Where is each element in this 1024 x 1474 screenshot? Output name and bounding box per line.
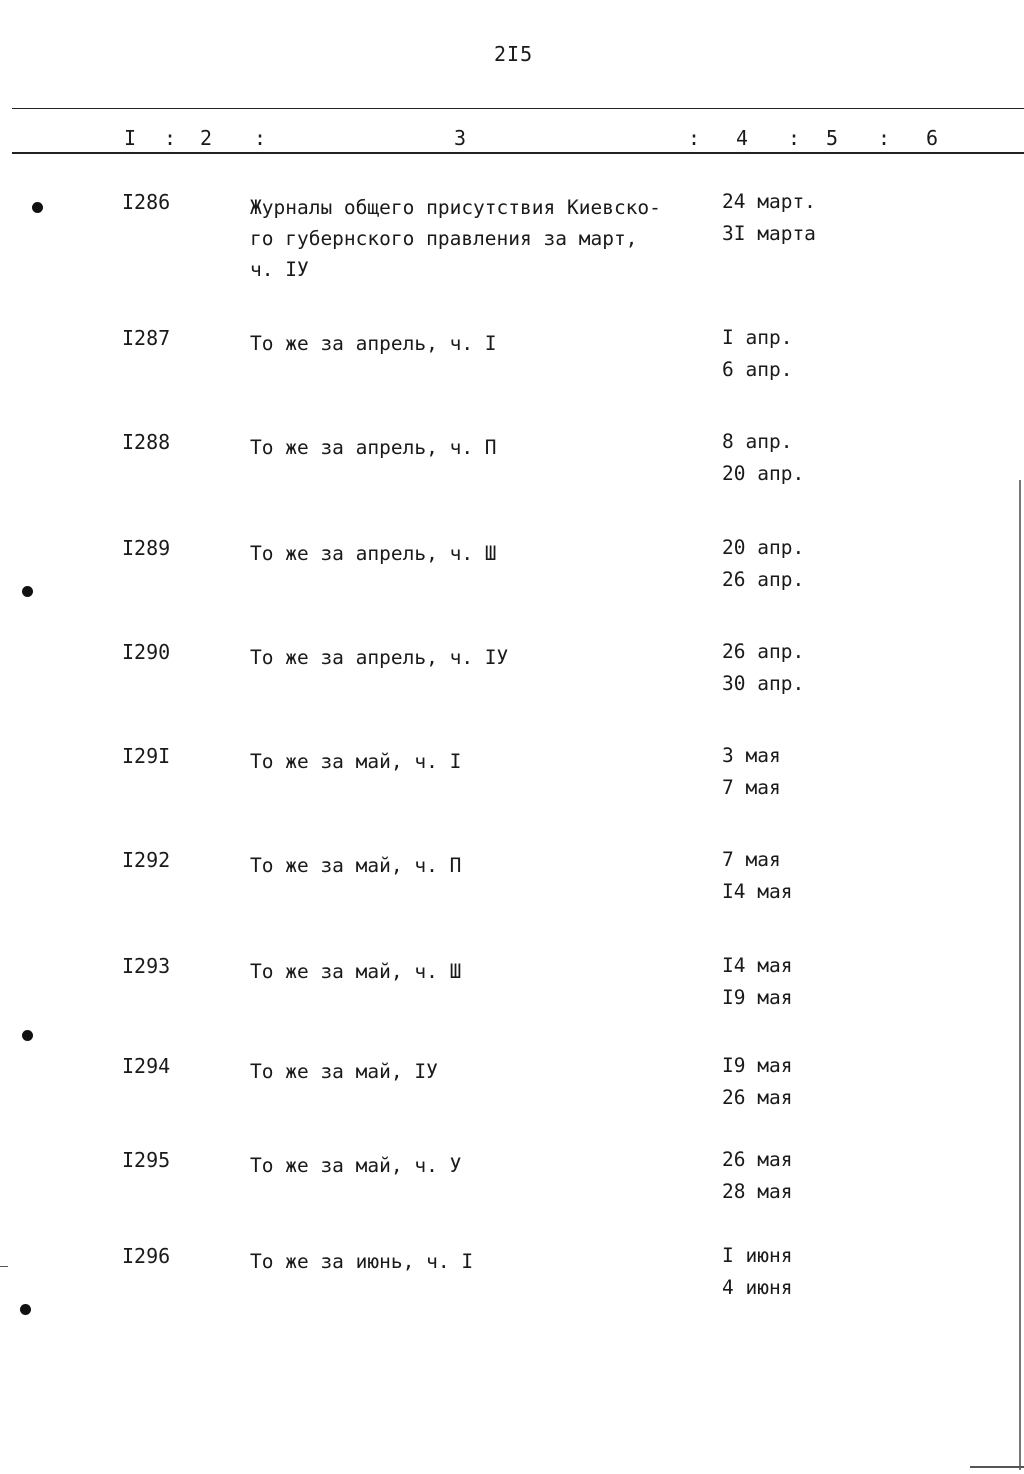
date-end: 30 апр. — [722, 672, 805, 695]
punch-hole — [22, 586, 33, 597]
date-start: I апр. — [722, 326, 793, 349]
punch-hole — [20, 1304, 31, 1315]
date-start: 26 апр. — [722, 640, 805, 663]
date-start: 20 апр. — [722, 536, 805, 559]
record-title: То же за май, ч. П — [250, 854, 462, 877]
date-start: I9 мая — [722, 1054, 793, 1077]
date-start: 24 март. — [722, 190, 816, 213]
record-title: То же за апрель, ч. Ш — [250, 542, 497, 565]
record-title: То же за май, ч. Ш — [250, 960, 462, 983]
page-edge-shadow — [1019, 480, 1021, 1470]
record-number: I290 — [122, 640, 171, 664]
date-end: 20 апр. — [722, 462, 805, 485]
col-separator: : — [878, 126, 891, 150]
date-start: I июня — [722, 1244, 793, 1267]
record-number: I294 — [122, 1054, 171, 1078]
record-number: I295 — [122, 1148, 171, 1172]
punch-hole — [32, 202, 43, 213]
edge-mark — [0, 1266, 8, 1267]
date-end: I4 мая — [722, 880, 793, 903]
record-number: I29I — [122, 744, 171, 768]
record-number: I296 — [122, 1244, 171, 1268]
col-header-6: 6 — [926, 126, 939, 150]
date-end: 26 апр. — [722, 568, 805, 591]
col-header-3: 3 — [454, 126, 467, 150]
record-number: I293 — [122, 954, 171, 978]
record-title: То же за июнь, ч. I — [250, 1250, 474, 1273]
record-title: То же за апрель, ч. IУ — [250, 646, 509, 669]
record-title: То же за май, IУ — [250, 1060, 438, 1083]
date-end: I9 мая — [722, 986, 793, 1009]
punch-hole — [22, 1030, 33, 1041]
page-corner-mark — [970, 1466, 1024, 1468]
record-title: То же за апрель, ч. П — [250, 436, 497, 459]
page-number: 2I5 — [494, 42, 534, 66]
col-header-4: 4 — [736, 126, 749, 150]
record-title: То же за апрель, ч. I — [250, 332, 497, 355]
col-separator: : — [788, 126, 801, 150]
record-title: Журналы общего присутствия Киевско- го губернского правления за март, ч. IУ — [250, 196, 661, 281]
date-end: 6 апр. — [722, 358, 793, 381]
record-title: То же за май, ч. I — [250, 750, 462, 773]
col-separator: : — [254, 126, 267, 150]
col-header-5: 5 — [826, 126, 839, 150]
date-end: 7 мая — [722, 776, 781, 799]
col-header-2: 2 — [200, 126, 213, 150]
col-separator: : — [164, 126, 177, 150]
date-end: 28 мая — [722, 1180, 793, 1203]
date-start: 8 апр. — [722, 430, 793, 453]
record-number: I288 — [122, 430, 171, 454]
date-start: 26 мая — [722, 1148, 793, 1171]
date-end: 3I марта — [722, 222, 816, 245]
record-title: То же за май, ч. У — [250, 1154, 462, 1177]
record-number: I287 — [122, 326, 171, 350]
record-number: I292 — [122, 848, 171, 872]
record-number: I289 — [122, 536, 171, 560]
date-end: 26 мая — [722, 1086, 793, 1109]
date-end: 4 июня — [722, 1276, 793, 1299]
col-header-1: I — [124, 126, 137, 150]
col-separator: : — [688, 126, 701, 150]
date-start: 3 мая — [722, 744, 781, 767]
date-start: 7 мая — [722, 848, 781, 871]
record-number: I286 — [122, 190, 171, 214]
date-start: I4 мая — [722, 954, 793, 977]
